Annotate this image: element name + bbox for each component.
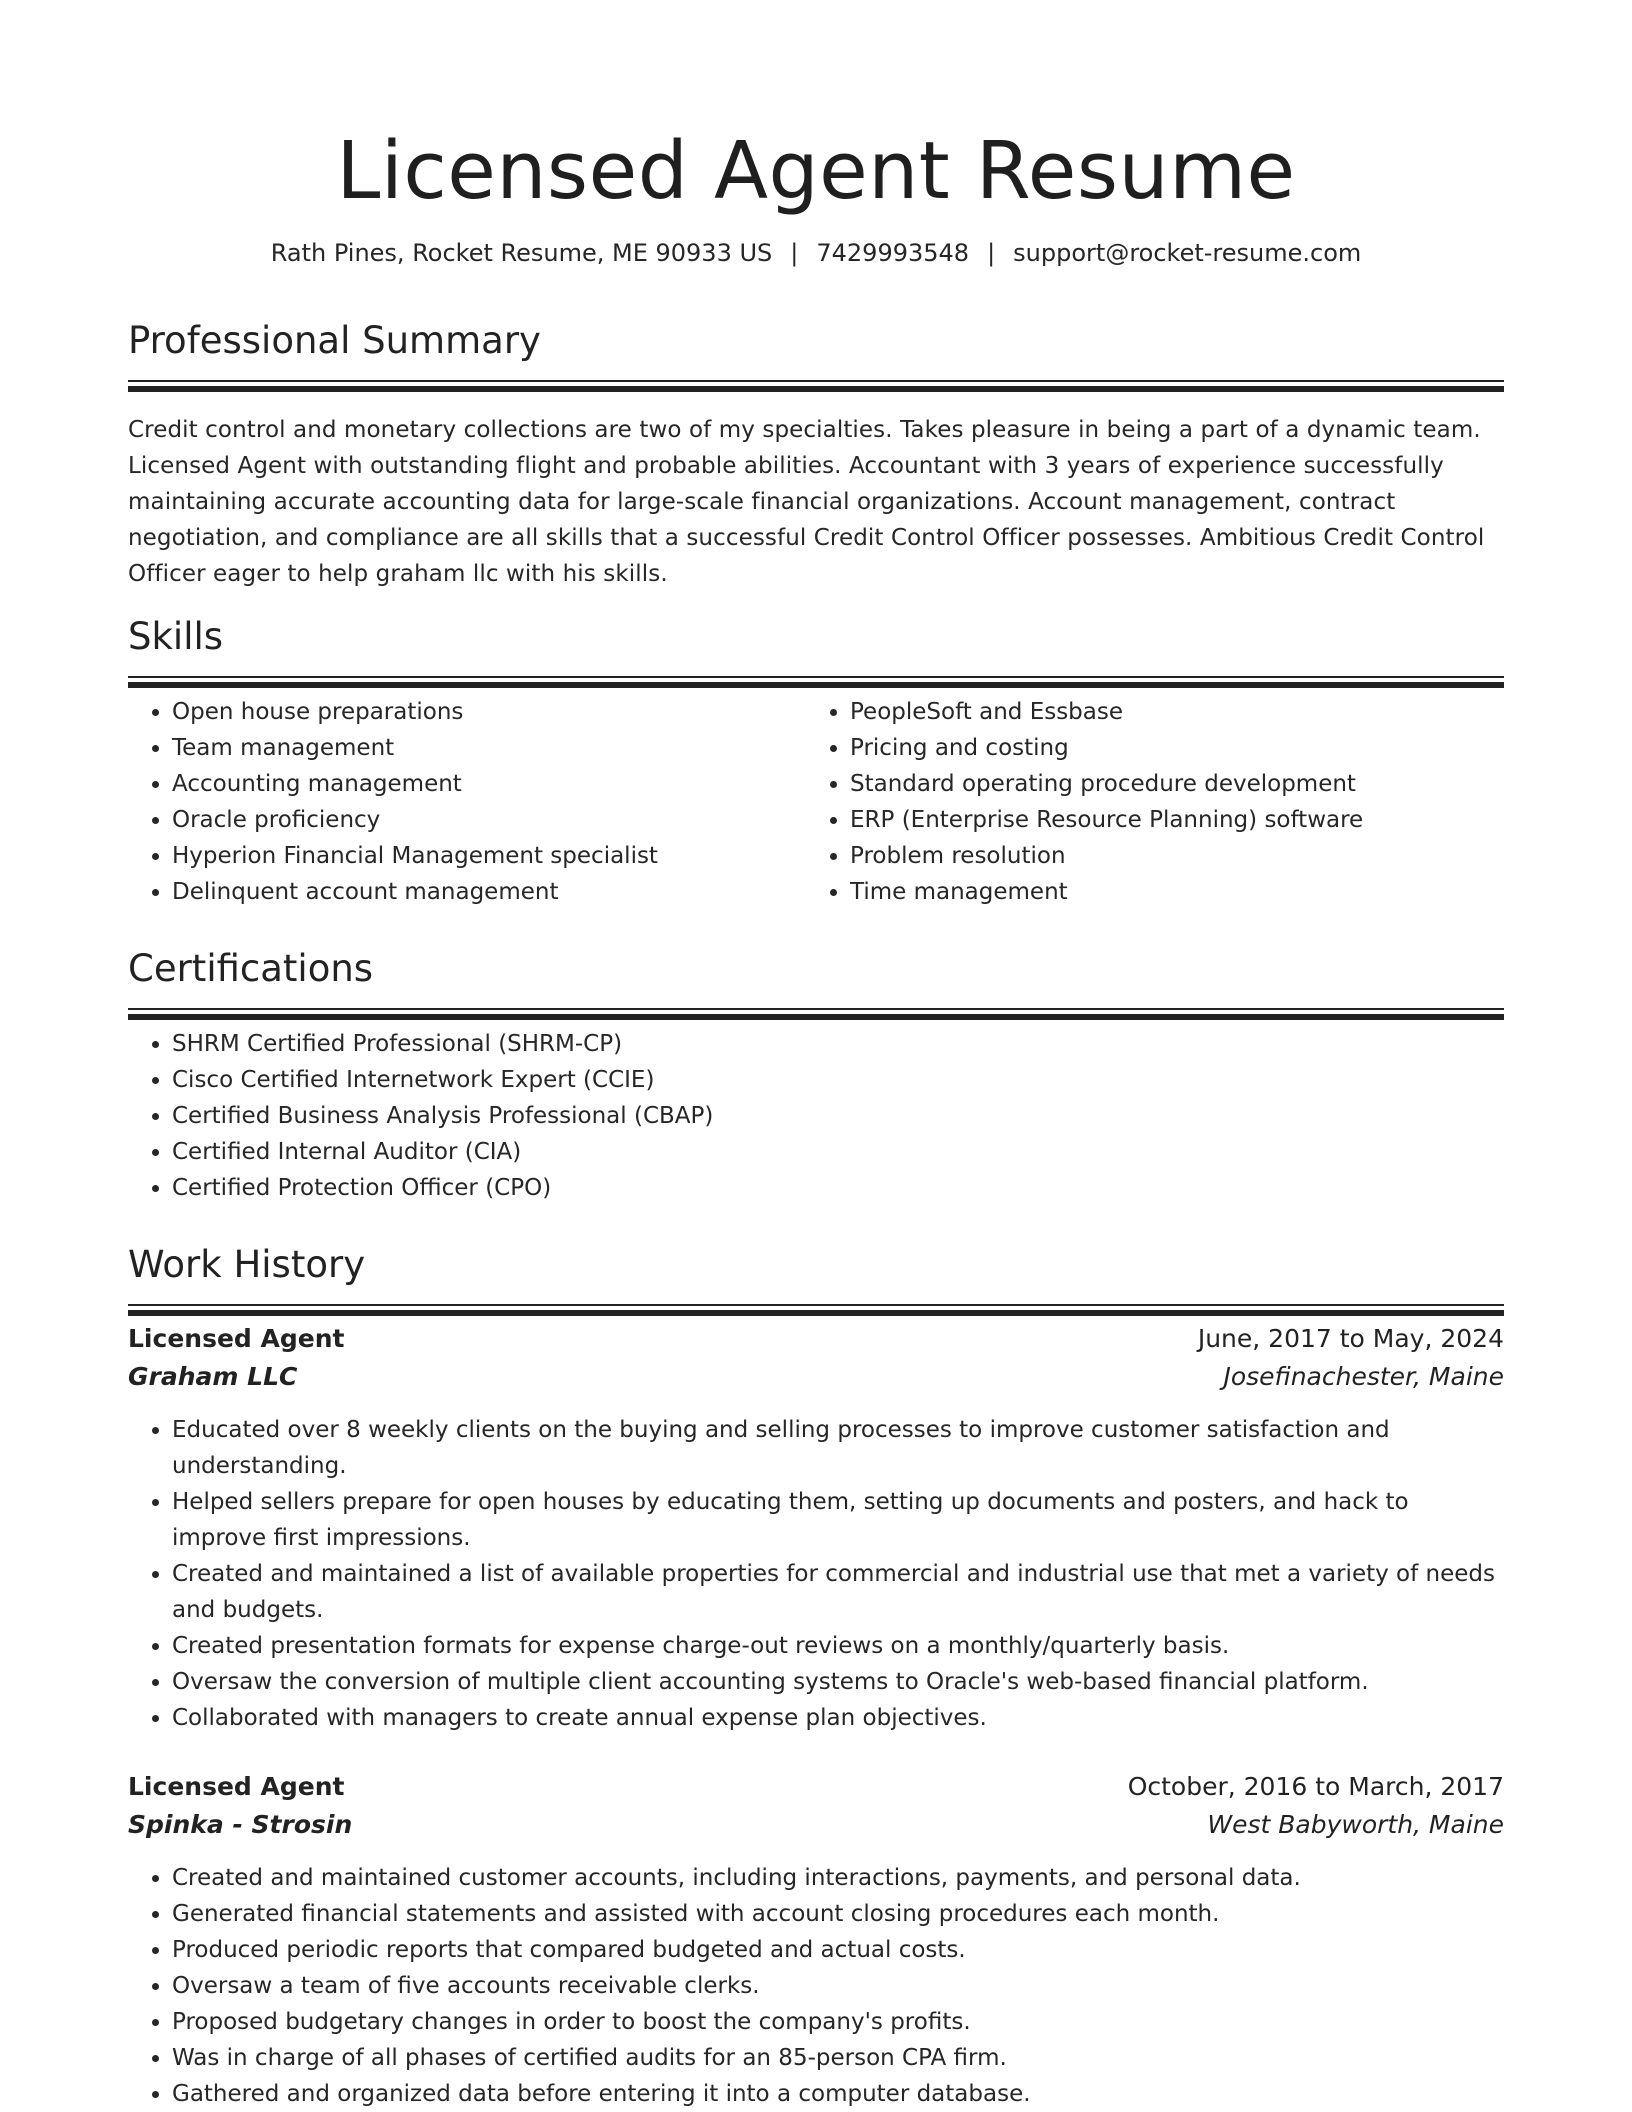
list-item: • Generated financial statements and assisted with account closing procedures each month.: [172, 1896, 1504, 1932]
section-divider: [128, 1304, 1504, 1306]
section-divider: [128, 380, 1504, 382]
work-history-section: [128, 1240, 1504, 2112]
list-item: • Team management: [172, 730, 806, 766]
job-title: Licensed Agent: [128, 1324, 345, 1353]
list-item: • Produced periodic reports that compared budgeted and actual costs.: [172, 1932, 1504, 1968]
job-bullets: [128, 1412, 1504, 1736]
job-entry: [128, 1768, 1504, 2112]
list-item: • Problem resolution: [850, 838, 1484, 874]
job-location: West Babyworth, Maine: [1207, 1810, 1504, 1839]
skills-heading: Skills: [128, 615, 224, 658]
resume-title: Licensed Agent Resume: [336, 125, 1296, 217]
list-item: • ERP (Enterprise Resource Planning) software: [850, 802, 1484, 838]
job-company-row: [128, 1806, 1504, 1844]
skills-section: [128, 612, 1504, 910]
contact-address: Rath Pines, Rocket Resume, ME 90933 US: [270, 239, 773, 267]
list-item: • Oversaw a team of five accounts receivable clerks.: [172, 1968, 1504, 2004]
skills-list-right: [806, 694, 1484, 910]
contact-line: [128, 236, 1504, 270]
job-dates: June, 2017 to May, 2024: [1197, 1324, 1504, 1353]
contact-separator: |: [987, 239, 996, 267]
list-item: • Time management: [850, 874, 1484, 910]
job-header-row: [128, 1768, 1504, 1806]
summary-text: Credit control and monetary collections are two of my specialties. Takes pleasure in being a part of a dynamic team. Licensed Agent with outstanding flight and probable abilities. Accountant with 3 years of experience successfully maintaining accurate accounting data for large-scale financial organizations. Account management, contract negotiation, and compliance are all skills that a successful Credit Control Officer possesses. Ambitious Credit Control Officer eager to help graham llc with his skills.: [128, 417, 1485, 587]
list-item: • Was in charge of all phases of certified audits for an 85-person CPA firm.: [172, 2040, 1504, 2076]
certifications-list: [128, 1026, 1504, 1206]
list-item: • Pricing and costing: [850, 730, 1484, 766]
list-item: • SHRM Certified Professional (SHRM-CP): [172, 1026, 1504, 1062]
list-item: • Cisco Certified Internetwork Expert (CCIE): [172, 1062, 1504, 1098]
resume-page: [128, 0, 1504, 2107]
section-divider: [128, 1008, 1504, 1010]
skills-columns: [128, 678, 1504, 910]
job-location: Josefinachester, Maine: [1223, 1362, 1504, 1391]
list-item: • Accounting management: [172, 766, 806, 802]
list-item: • Hyperion Financial Management specialist: [172, 838, 806, 874]
job-header-row: [128, 1320, 1504, 1358]
job-company: Spinka - Strosin: [128, 1810, 353, 1839]
list-item: • Gathered and organized data before entering it into a computer database.: [172, 2076, 1504, 2112]
list-item: • Open house preparations: [172, 694, 806, 730]
list-item: • Certified Internal Auditor (CIA): [172, 1134, 1504, 1170]
job-company: Graham LLC: [128, 1362, 298, 1391]
list-item: • Helped sellers prepare for open houses by educating them, setting up documents and posters, and hack to improve first impressions.: [172, 1484, 1504, 1556]
list-item: • Created presentation formats for expense charge-out reviews on a monthly/quarterly basis.: [172, 1628, 1504, 1664]
contact-phone: 7429993548: [816, 239, 970, 267]
list-item: • Educated over 8 weekly clients on the buying and selling processes to improve customer satisfaction and understanding.: [172, 1412, 1504, 1484]
list-item: • Collaborated with managers to create annual expense plan objectives.: [172, 1700, 1504, 1736]
skills-column-right: [806, 678, 1484, 910]
work-history-heading: Work History: [128, 1243, 366, 1286]
certifications-heading: Certifications: [128, 947, 374, 990]
job-dates: October, 2016 to March, 2017: [1127, 1772, 1504, 1801]
job-bullets: [128, 1860, 1504, 2112]
summary-section: [128, 316, 1504, 592]
list-item: • Standard operating procedure development: [850, 766, 1484, 802]
list-item: • Certified Business Analysis Professional (CBAP): [172, 1098, 1504, 1134]
contact-email: support@rocket-resume.com: [1013, 239, 1362, 267]
list-item: • Oracle proficiency: [172, 802, 806, 838]
list-item: • PeopleSoft and Essbase: [850, 694, 1484, 730]
skills-column-left: [128, 678, 806, 910]
certifications-section: [128, 944, 1504, 1206]
list-item: • Created and maintained customer accounts, including interactions, payments, and personal data.: [172, 1860, 1504, 1896]
list-item: • Certified Protection Officer (CPO): [172, 1170, 1504, 1206]
list-item: • Delinquent account management: [172, 874, 806, 910]
skills-list-left: [128, 694, 806, 910]
job-entry: [128, 1320, 1504, 1736]
list-item: • Proposed budgetary changes in order to boost the company's profits.: [172, 2004, 1504, 2040]
contact-separator: |: [790, 239, 799, 267]
summary-heading: Professional Summary: [128, 319, 541, 362]
list-item: • Created and maintained a list of available properties for commercial and industrial use that met a variety of needs and budgets.: [172, 1556, 1504, 1628]
list-item: • Oversaw the conversion of multiple client accounting systems to Oracle's web-based financial platform.: [172, 1664, 1504, 1700]
section-divider: [128, 676, 1504, 678]
job-title: Licensed Agent: [128, 1772, 345, 1801]
job-company-row: [128, 1358, 1504, 1396]
